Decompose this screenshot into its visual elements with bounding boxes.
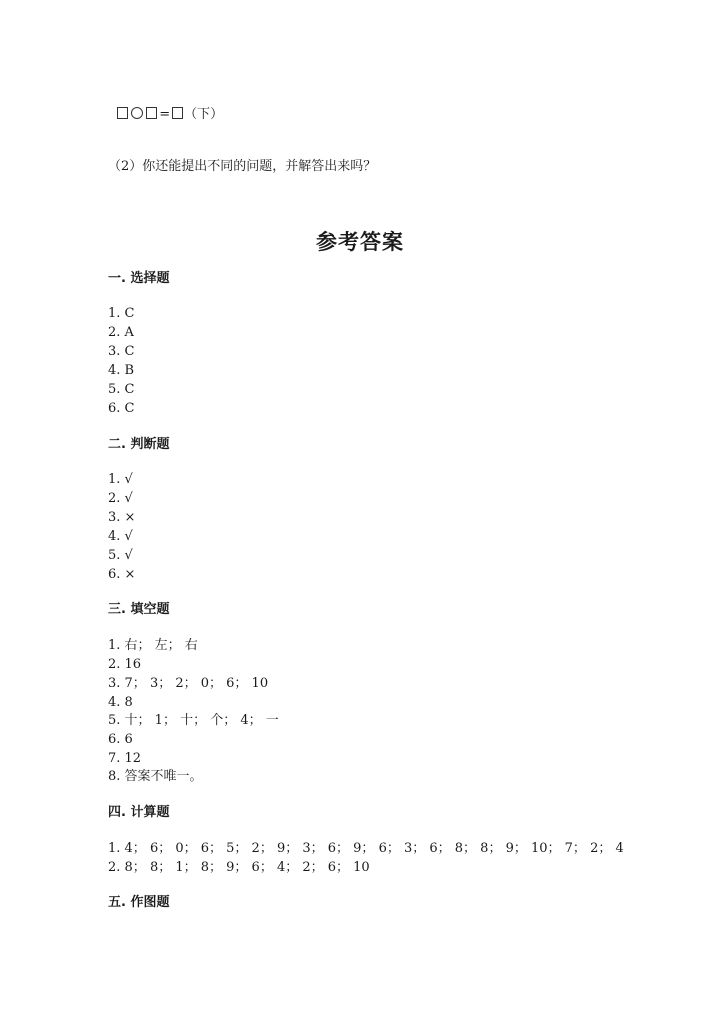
answer-item: 3. × — [108, 510, 136, 525]
equals-sign: = — [159, 107, 171, 122]
operator-circle-icon — [131, 107, 143, 119]
answer-item: 4. B — [108, 363, 135, 378]
blank-box-icon — [117, 107, 128, 119]
answer-item: 3. C — [108, 344, 135, 359]
answer-item: 5. C — [108, 382, 135, 397]
answer-item: 2. √ — [108, 491, 133, 506]
answer-item: 1. √ — [108, 472, 133, 487]
answer-item: 4. 8 — [108, 695, 133, 710]
answer-item: 8. 答案不唯一。 — [108, 769, 203, 784]
answer-item: 2. A — [108, 325, 134, 340]
answer-item: 6. × — [108, 567, 136, 582]
answer-item: 1. 4； 6； 0； 6； 5； 2； 9； 3； 6； 9； 6； 3； 6； 8； 8； 9； 10； 7； 2； 4 — [108, 841, 624, 856]
section-heading-drawing: 五. 作图题 — [108, 895, 170, 910]
section-heading-judgement: 二. 判断题 — [108, 437, 170, 452]
answer-item: 7. 12 — [108, 751, 142, 766]
answer-item: 2. 8； 8； 1； 8； 9； 6； 4； 2； 6； 10 — [108, 860, 370, 875]
answer-item: 5. √ — [108, 548, 133, 563]
question-part-2: （2）你还能提出不同的问题，并解答出来吗？ — [108, 159, 377, 174]
answer-item: 3. 7； 3； 2； 0； 6； 10 — [108, 676, 269, 691]
answer-item: 4. √ — [108, 529, 133, 544]
section-heading-fill-blank: 三. 填空题 — [108, 602, 170, 617]
answer-item: 5. 十； 1； 十； 个； 4； 一 — [108, 713, 279, 728]
equation-unit: （下） — [184, 107, 224, 122]
answer-key-title: 参考答案 — [316, 230, 404, 254]
section-heading-calculation: 四. 计算题 — [108, 805, 170, 820]
answer-item: 6. C — [108, 401, 135, 416]
answer-item: 2. 16 — [108, 657, 142, 672]
section-heading-choice: 一. 选择题 — [108, 271, 170, 286]
equation-template — [108, 88, 223, 124]
blank-box-icon — [172, 107, 183, 119]
answer-item: 1. C — [108, 306, 135, 321]
blank-box-icon — [146, 107, 157, 119]
answer-item: 6. 6 — [108, 732, 133, 747]
answer-item: 1. 右； 左； 右 — [108, 638, 198, 653]
